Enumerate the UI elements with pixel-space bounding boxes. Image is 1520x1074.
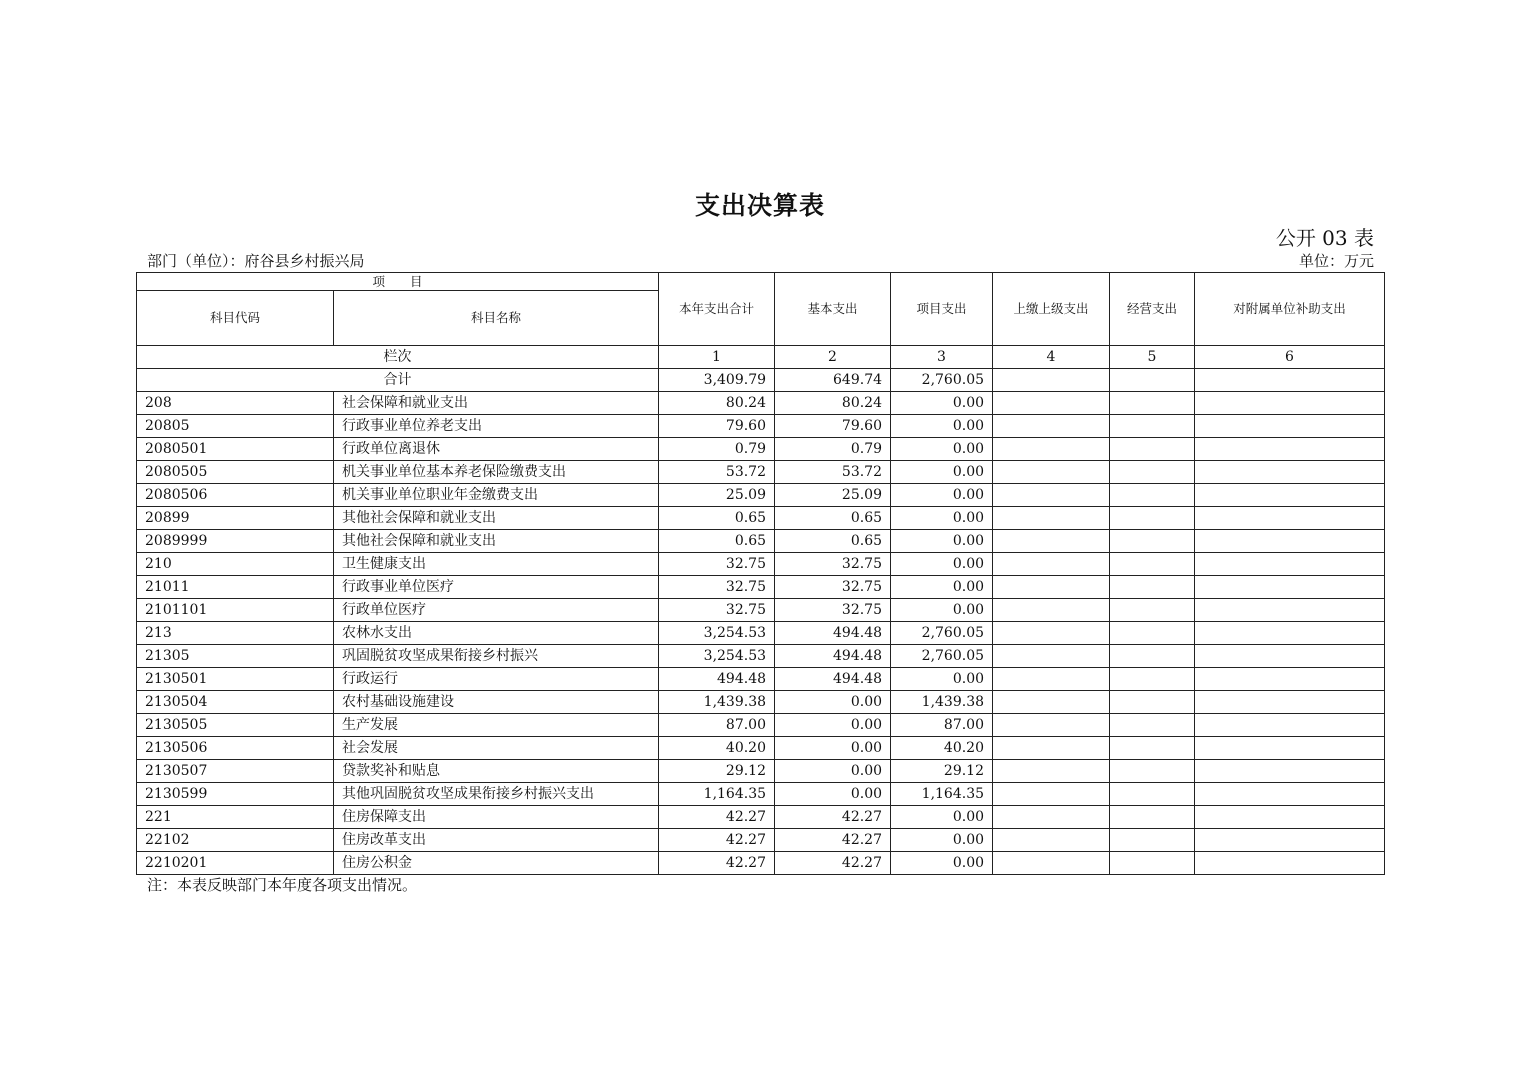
amount-project: 0.00 [891, 507, 993, 530]
amount-subsidy [1195, 484, 1385, 507]
subject-code: 22102 [137, 829, 334, 852]
amount-project: 87.00 [891, 714, 993, 737]
amount-basic: 32.75 [775, 599, 891, 622]
subject-code: 21305 [137, 645, 334, 668]
table-row [137, 852, 1385, 875]
amount-upper [993, 829, 1110, 852]
subject-code: 2210201 [137, 852, 334, 875]
amount-basic: 53.72 [775, 461, 891, 484]
column-index-6: 6 [1195, 346, 1385, 369]
subject-code: 2080506 [137, 484, 334, 507]
subject-code: 2080501 [137, 438, 334, 461]
amount-project: 40.20 [891, 737, 993, 760]
table-row [137, 553, 1385, 576]
amount-total: 1,164.35 [659, 783, 775, 806]
total-subsidy [1195, 369, 1385, 392]
subject-name: 生产发展 [334, 714, 659, 737]
amount-basic: 0.79 [775, 438, 891, 461]
unit-label: 单位：万元 [1298, 252, 1374, 270]
subject-name: 农村基础设施建设 [334, 691, 659, 714]
amount-upper [993, 392, 1110, 415]
subject-name: 社会保障和就业支出 [334, 392, 659, 415]
amount-project: 0.00 [891, 852, 993, 875]
amount-basic: 0.00 [775, 760, 891, 783]
amount-project: 1,439.38 [891, 691, 993, 714]
total-basic: 649.74 [775, 369, 891, 392]
amount-business [1110, 645, 1195, 668]
amount-subsidy [1195, 760, 1385, 783]
amount-total: 32.75 [659, 553, 775, 576]
amount-project: 0.00 [891, 668, 993, 691]
subject-name: 住房保障支出 [334, 806, 659, 829]
total-amount: 3,409.79 [659, 369, 775, 392]
amount-basic: 80.24 [775, 392, 891, 415]
amount-total: 40.20 [659, 737, 775, 760]
amount-project: 0.00 [891, 530, 993, 553]
column-index-3: 3 [891, 346, 993, 369]
amount-subsidy [1195, 645, 1385, 668]
amount-project: 0.00 [891, 461, 993, 484]
amount-upper [993, 438, 1110, 461]
amount-total: 29.12 [659, 760, 775, 783]
amount-basic: 25.09 [775, 484, 891, 507]
amount-total: 32.75 [659, 599, 775, 622]
amount-subsidy [1195, 806, 1385, 829]
header-basic: 基本支出 [775, 273, 891, 346]
amount-subsidy [1195, 714, 1385, 737]
amount-business [1110, 530, 1195, 553]
table-row [137, 622, 1385, 645]
amount-project: 2,760.05 [891, 622, 993, 645]
header-business: 经营支出 [1110, 273, 1195, 346]
subject-name: 机关事业单位职业年金缴费支出 [334, 484, 659, 507]
amount-upper [993, 668, 1110, 691]
amount-basic: 42.27 [775, 852, 891, 875]
header-project: 项 目 [137, 273, 659, 291]
amount-subsidy [1195, 392, 1385, 415]
amount-basic: 494.48 [775, 622, 891, 645]
subject-name: 农林水支出 [334, 622, 659, 645]
amount-total: 79.60 [659, 415, 775, 438]
subject-code: 21011 [137, 576, 334, 599]
subject-name: 行政事业单位养老支出 [334, 415, 659, 438]
table-row [137, 691, 1385, 714]
amount-upper [993, 484, 1110, 507]
amount-total: 3,254.53 [659, 645, 775, 668]
table-row [137, 829, 1385, 852]
total-label: 合计 [137, 369, 659, 392]
amount-business [1110, 507, 1195, 530]
amount-subsidy [1195, 691, 1385, 714]
amount-business [1110, 553, 1195, 576]
amount-total: 0.65 [659, 507, 775, 530]
amount-basic: 42.27 [775, 829, 891, 852]
table-row [137, 438, 1385, 461]
amount-business [1110, 783, 1195, 806]
table-row [137, 576, 1385, 599]
subject-name: 巩固脱贫攻坚成果衔接乡村振兴 [334, 645, 659, 668]
amount-project: 0.00 [891, 438, 993, 461]
header-upper: 上缴上级支出 [993, 273, 1110, 346]
amount-basic: 0.00 [775, 714, 891, 737]
amount-subsidy [1195, 576, 1385, 599]
amount-business [1110, 576, 1195, 599]
expenditure-table [136, 272, 1385, 875]
column-index-4: 4 [993, 346, 1110, 369]
table-row [137, 599, 1385, 622]
subject-name: 行政运行 [334, 668, 659, 691]
amount-upper [993, 507, 1110, 530]
amount-total: 3,254.53 [659, 622, 775, 645]
amount-total: 80.24 [659, 392, 775, 415]
subject-name: 住房改革支出 [334, 829, 659, 852]
header-total: 本年支出合计 [659, 273, 775, 346]
amount-upper [993, 622, 1110, 645]
amount-subsidy [1195, 438, 1385, 461]
amount-business [1110, 668, 1195, 691]
amount-business [1110, 484, 1195, 507]
amount-basic: 494.48 [775, 668, 891, 691]
amount-basic: 0.00 [775, 783, 891, 806]
amount-basic: 32.75 [775, 576, 891, 599]
amount-business [1110, 392, 1195, 415]
amount-upper [993, 691, 1110, 714]
amount-project: 29.12 [891, 760, 993, 783]
subject-name: 卫生健康支出 [334, 553, 659, 576]
amount-project: 0.00 [891, 553, 993, 576]
footnote: 注：本表反映部门本年度各项支出情况。 [147, 876, 418, 894]
amount-total: 494.48 [659, 668, 775, 691]
amount-business [1110, 852, 1195, 875]
amount-business [1110, 737, 1195, 760]
table-row [137, 415, 1385, 438]
amount-basic: 42.27 [775, 806, 891, 829]
total-project: 2,760.05 [891, 369, 993, 392]
amount-upper [993, 806, 1110, 829]
amount-business [1110, 806, 1195, 829]
amount-subsidy [1195, 852, 1385, 875]
amount-upper [993, 576, 1110, 599]
subject-code: 2130504 [137, 691, 334, 714]
subject-code: 2130506 [137, 737, 334, 760]
amount-subsidy [1195, 829, 1385, 852]
table-row [137, 392, 1385, 415]
table-row [137, 783, 1385, 806]
table-row [137, 714, 1385, 737]
table-row [137, 760, 1385, 783]
subject-code: 210 [137, 553, 334, 576]
subject-name: 其他社会保障和就业支出 [334, 507, 659, 530]
amount-upper [993, 461, 1110, 484]
amount-business [1110, 438, 1195, 461]
table-row [137, 668, 1385, 691]
total-upper [993, 369, 1110, 392]
amount-total: 53.72 [659, 461, 775, 484]
form-number: 公开 03 表 [1275, 226, 1374, 250]
table-row [137, 461, 1385, 484]
amount-project: 0.00 [891, 829, 993, 852]
subject-code: 221 [137, 806, 334, 829]
amount-basic: 0.00 [775, 691, 891, 714]
amount-business [1110, 829, 1195, 852]
header-subsidy: 对附属单位补助支出 [1195, 273, 1385, 346]
amount-upper [993, 599, 1110, 622]
amount-project: 0.00 [891, 392, 993, 415]
table-row [137, 737, 1385, 760]
subject-name: 行政单位离退休 [334, 438, 659, 461]
subject-code: 2080505 [137, 461, 334, 484]
amount-total: 87.00 [659, 714, 775, 737]
amount-business [1110, 760, 1195, 783]
amount-total: 42.27 [659, 806, 775, 829]
amount-subsidy [1195, 461, 1385, 484]
subject-name: 行政事业单位医疗 [334, 576, 659, 599]
header-name: 科目名称 [334, 291, 659, 346]
subject-code: 2130501 [137, 668, 334, 691]
amount-total: 32.75 [659, 576, 775, 599]
column-index-row [137, 346, 1385, 369]
page-title: 支出决算表 [694, 191, 825, 220]
amount-upper [993, 553, 1110, 576]
amount-business [1110, 599, 1195, 622]
amount-subsidy [1195, 507, 1385, 530]
amount-basic: 0.00 [775, 737, 891, 760]
subject-name: 住房公积金 [334, 852, 659, 875]
table-row [137, 484, 1385, 507]
amount-upper [993, 645, 1110, 668]
column-index-1: 1 [659, 346, 775, 369]
column-index-2: 2 [775, 346, 891, 369]
header-project-expense: 项目支出 [891, 273, 993, 346]
amount-project: 0.00 [891, 806, 993, 829]
subject-code: 2130505 [137, 714, 334, 737]
amount-upper [993, 760, 1110, 783]
amount-total: 25.09 [659, 484, 775, 507]
subject-code: 20805 [137, 415, 334, 438]
total-business [1110, 369, 1195, 392]
amount-subsidy [1195, 668, 1385, 691]
amount-project: 0.00 [891, 415, 993, 438]
amount-upper [993, 415, 1110, 438]
amount-basic: 0.65 [775, 530, 891, 553]
header-code: 科目代码 [137, 291, 334, 346]
subject-code: 2130507 [137, 760, 334, 783]
amount-subsidy [1195, 783, 1385, 806]
amount-upper [993, 530, 1110, 553]
subject-code: 2130599 [137, 783, 334, 806]
amount-subsidy [1195, 415, 1385, 438]
amount-subsidy [1195, 737, 1385, 760]
amount-project: 0.00 [891, 599, 993, 622]
subject-name: 机关事业单位基本养老保险缴费支出 [334, 461, 659, 484]
subject-code: 20899 [137, 507, 334, 530]
amount-upper [993, 714, 1110, 737]
amount-basic: 0.65 [775, 507, 891, 530]
subject-name: 其他社会保障和就业支出 [334, 530, 659, 553]
subject-code: 213 [137, 622, 334, 645]
total-row [137, 369, 1385, 392]
amount-business [1110, 714, 1195, 737]
amount-total: 1,439.38 [659, 691, 775, 714]
header-row-top [137, 273, 1385, 291]
amount-upper [993, 852, 1110, 875]
amount-basic: 32.75 [775, 553, 891, 576]
subject-name: 社会发展 [334, 737, 659, 760]
subject-name: 其他巩固脱贫攻坚成果衔接乡村振兴支出 [334, 783, 659, 806]
amount-business [1110, 415, 1195, 438]
amount-total: 42.27 [659, 852, 775, 875]
amount-upper [993, 737, 1110, 760]
amount-business [1110, 461, 1195, 484]
table-row [137, 507, 1385, 530]
amount-total: 0.65 [659, 530, 775, 553]
amount-business [1110, 691, 1195, 714]
table-row [137, 530, 1385, 553]
amount-subsidy [1195, 599, 1385, 622]
department-label: 部门（单位）：府谷县乡村振兴局 [147, 252, 365, 270]
column-index-label: 栏次 [137, 346, 659, 369]
amount-basic: 494.48 [775, 645, 891, 668]
subject-name: 行政单位医疗 [334, 599, 659, 622]
amount-project: 2,760.05 [891, 645, 993, 668]
amount-total: 0.79 [659, 438, 775, 461]
amount-basic: 79.60 [775, 415, 891, 438]
amount-subsidy [1195, 530, 1385, 553]
amount-subsidy [1195, 553, 1385, 576]
column-index-5: 5 [1110, 346, 1195, 369]
subject-name: 贷款奖补和贴息 [334, 760, 659, 783]
subject-code: 208 [137, 392, 334, 415]
table-row [137, 806, 1385, 829]
table-row [137, 645, 1385, 668]
subject-code: 2089999 [137, 530, 334, 553]
subject-code: 2101101 [137, 599, 334, 622]
amount-project: 0.00 [891, 484, 993, 507]
amount-project: 1,164.35 [891, 783, 993, 806]
amount-upper [993, 783, 1110, 806]
amount-project: 0.00 [891, 576, 993, 599]
amount-subsidy [1195, 622, 1385, 645]
amount-total: 42.27 [659, 829, 775, 852]
amount-business [1110, 622, 1195, 645]
